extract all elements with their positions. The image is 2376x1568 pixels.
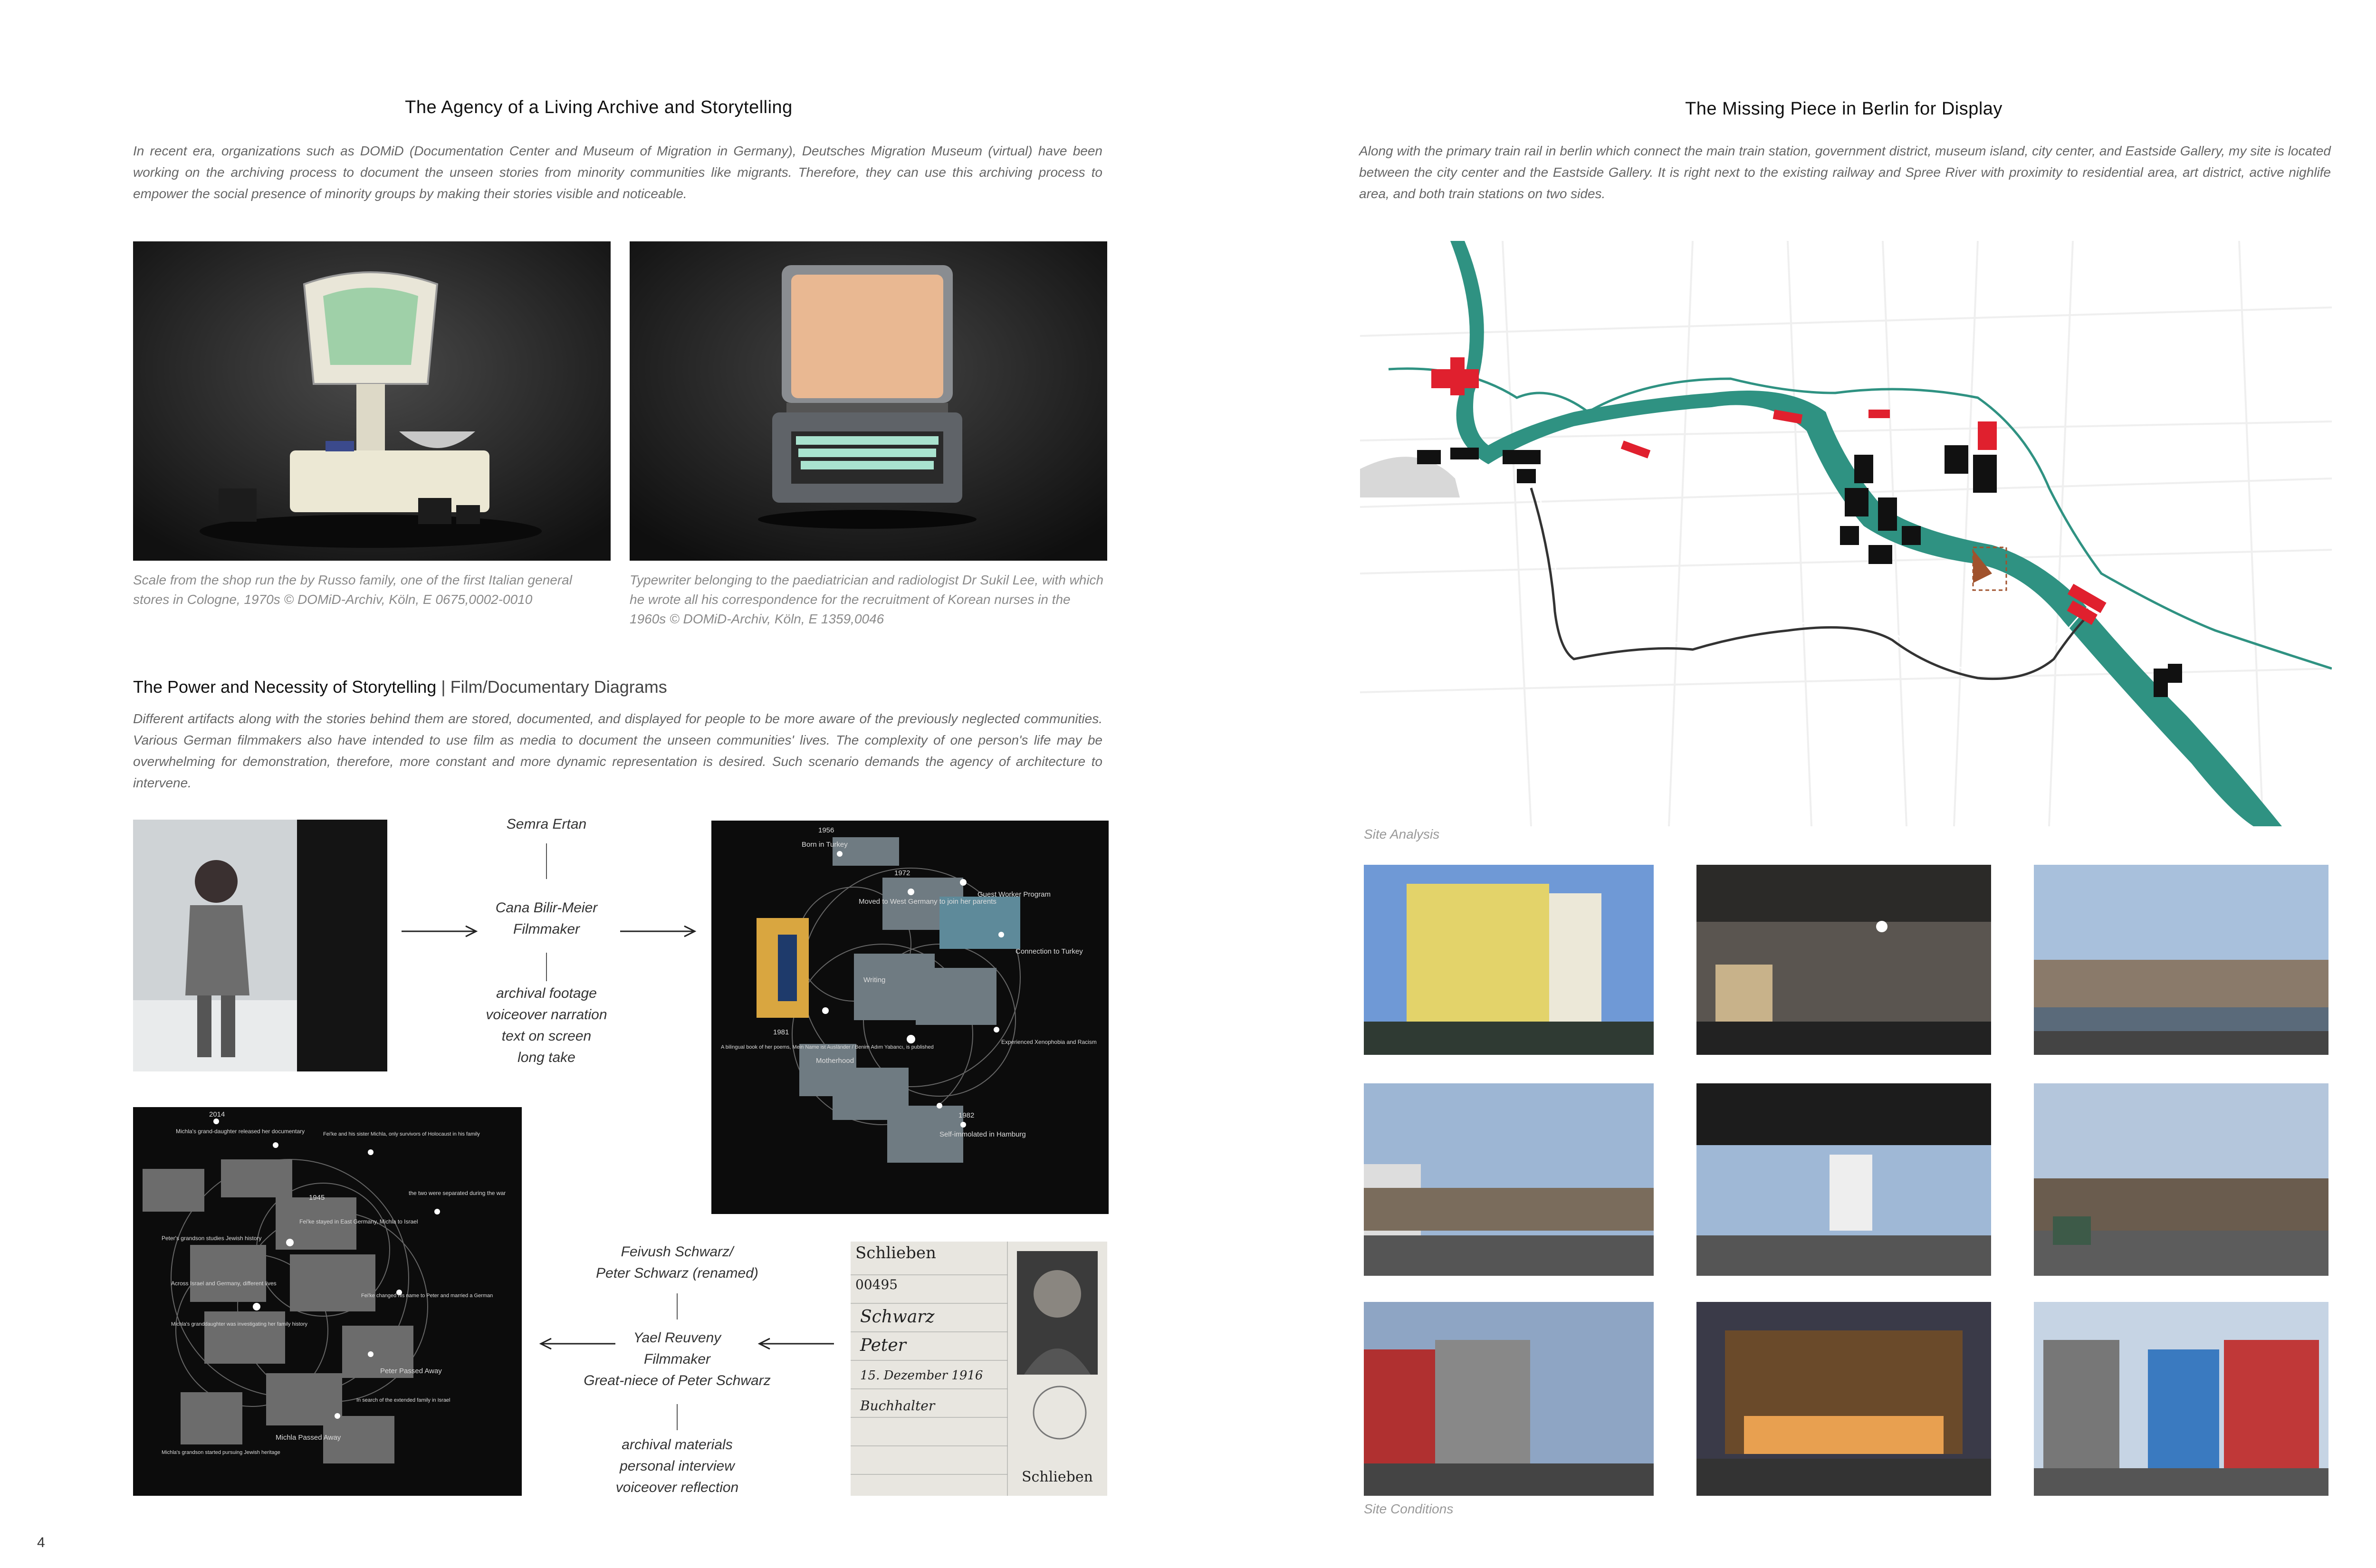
schwarz-timeline-diagram — [133, 1107, 522, 1496]
timeline2-label: 1945 — [309, 1194, 325, 1202]
site-conditions-caption: Site Conditions — [1364, 1501, 1454, 1516]
right-intro-text: Along with the primary train rail in berlin which connect the main train station, government district, museum island, city center, and Eastside Gallery, my site is located between the city center and the Eastside Gallery. It is right next to the existing railway and Spree River with proximity to residential area, art district, active nighlife area, and both train stations on two sides. — [1359, 143, 2331, 201]
timeline1-label: Motherhood — [816, 1057, 854, 1065]
flow2-subject-2: Peter Schwarz (renamed) — [596, 1265, 758, 1281]
site-photo — [2034, 1083, 2328, 1276]
scale-caption: Scale from the shop run the by Russo family, one of the first Italian general stores in Cologne, 1970s © DOMiD-Archiv, Köln, E 0675,0002-0010 — [133, 573, 572, 607]
timeline2-label: Fei'ke changed his name to Peter and married a German — [361, 1293, 493, 1299]
flow2-technique: personal interview — [620, 1458, 735, 1474]
semra-ertan-photo — [133, 820, 387, 1071]
archive-doc-header: Schlieben — [855, 1243, 936, 1262]
timeline1-label: Experienced Xenophobia and Racism — [1001, 1039, 1097, 1045]
timeline2-label: 2014 — [209, 1110, 225, 1119]
storytelling-heading-main: The Power and Necessity of Storytelling — [133, 677, 437, 697]
timeline2-label: Michla Passed Away — [276, 1434, 341, 1442]
timeline1-label: 1972 — [894, 869, 910, 877]
timeline2-label: Fei'ke stayed in East Germany, Michla to Israel — [299, 1218, 418, 1225]
timeline1-label: 1982 — [958, 1111, 975, 1119]
schwarz-archive-document — [851, 1242, 1107, 1496]
right-page-title: The Missing Piece in Berlin for Display — [1685, 99, 2002, 119]
site-photo — [1696, 1083, 1991, 1276]
flow1-technique: text on screen — [501, 1028, 592, 1044]
flow1-subject: Semra Ertan — [506, 816, 587, 832]
flow1-technique: long take — [517, 1050, 575, 1065]
flow2-maker-name: Yael Reuveny — [633, 1330, 721, 1346]
timeline1-label: 1981 — [773, 1028, 789, 1036]
timeline2-label: Peter's grandson studies Jewish history — [162, 1235, 262, 1242]
arrow-left-icon — [756, 1337, 836, 1351]
flow2-divider-top — [677, 1293, 678, 1319]
scale-photo — [133, 241, 611, 561]
timeline1-label: Writing — [863, 976, 886, 984]
site-photo — [2034, 1302, 2328, 1496]
site-photo — [1364, 1302, 1654, 1496]
timeline1-label: Connection to Turkey — [1016, 947, 1083, 956]
semra-timeline-diagram — [711, 821, 1109, 1214]
timeline2-label: the two were separated during the war — [409, 1190, 506, 1196]
timeline1-label: Guest Worker Program — [977, 890, 1051, 899]
site-photo — [2034, 865, 2328, 1055]
storytelling-heading-sub: Film/Documentary Diagrams — [450, 677, 667, 697]
flow2-technique: voiceover reflection — [615, 1480, 739, 1495]
typewriter-caption: Typewriter belonging to the paediatrician and radiologist Dr Sukil Lee, with which he wrote all his correspondence for the recruitment of Korean nurses in the 1960s © DOMiD-Archiv, Köln, E 1359,0046 — [630, 573, 1104, 626]
arrow-right-icon — [618, 924, 699, 938]
timeline2-label: Fei'ke and his sister Michla, only survivors of Holocaust in his family — [323, 1131, 480, 1137]
site-photo — [1364, 865, 1654, 1055]
flow1-technique: voiceover narration — [486, 1007, 607, 1023]
timeline2-label: Across Israel and Germany, different lives — [171, 1280, 277, 1287]
page-number-left: 4 — [37, 1535, 45, 1550]
flow2-maker-relation: Great-niece of Peter Schwarz — [584, 1373, 771, 1388]
archive-doc-name: Schwarz — [860, 1307, 935, 1327]
site-analysis-map — [1360, 241, 2332, 826]
site-photo — [1696, 865, 1991, 1055]
timeline2-label: In search of the extended family in Israel — [356, 1397, 450, 1403]
archive-doc-job: Buchhalter — [860, 1398, 935, 1414]
timeline2-label: Michla's grand-daughter released her documentary — [176, 1128, 305, 1135]
timeline1-label: Born in Turkey — [802, 841, 848, 849]
timeline2-label: Michla's granddaughter was investigating her family history — [171, 1321, 308, 1327]
flow2-subject-1: Feivush Schwarz/ — [621, 1244, 734, 1260]
flow2-divider-bottom — [677, 1404, 678, 1430]
storytelling-text: Different artifacts along with the stories behind them are stored, documented, and displayed for people to be more aware of the previously neglected communities. Various German filmmakers also have intended to use film as media to document the unseen communities' lives. The complexity of one person's life may be overwhelming for demonstration, therefore, more constant and more dynamic representation is desired. Such scenario demands the agency of architecture to intervene. — [133, 711, 1102, 790]
flow2-technique: archival materials — [622, 1437, 733, 1453]
timeline1-label: Self-immolated in Hamburg — [939, 1130, 1026, 1138]
flow1-technique: archival footage — [496, 985, 597, 1001]
flow2-techniques — [573, 1434, 782, 1498]
site-analysis-caption: Site Analysis — [1364, 827, 1440, 841]
flow1-divider-top — [546, 843, 547, 879]
site-photo — [1696, 1302, 1991, 1496]
site-photo — [1364, 1083, 1654, 1276]
flow1-divider-bottom — [546, 953, 547, 981]
timeline1-label: A bilingual book of her poems, Mein Name ist Ausländer / Benim Adım Yabancı, is published — [721, 1044, 934, 1050]
timeline1-label: 1956 — [818, 826, 834, 834]
flow1-maker-role: Filmmaker — [513, 921, 580, 937]
timeline2-label: Michla's grandson started pursuing Jewish heritage — [162, 1450, 280, 1455]
left-page-title: The Agency of a Living Archive and Storytelling — [405, 97, 793, 117]
archive-doc-footer: Schlieben — [1022, 1469, 1093, 1485]
storytelling-heading-sep: | — [436, 677, 450, 697]
left-intro-text: In recent era, organizations such as DOMiD (Documentation Center and Museum of Migration in Germany), Deutsches Migration Museum (virtual) have been working on the archiving process to document the unseen stories from minority communities like migrants. Therefore, they can use this archiving process to empower the social presence of minority groups by making their stories visible and noticeable. — [133, 143, 1102, 201]
flow2-maker-role: Filmmaker — [644, 1351, 710, 1367]
flow1-maker-name: Cana Bilir-Meier — [495, 900, 598, 916]
archive-doc-date: 15. Dezember 1916 — [860, 1368, 983, 1383]
archive-doc-number: 00495 — [855, 1277, 898, 1292]
typewriter-photo — [630, 241, 1107, 561]
flow1-techniques — [468, 983, 625, 1068]
archive-doc-first: Peter — [860, 1336, 906, 1355]
timeline1-label: Moved to West Germany to join her parents — [859, 898, 996, 906]
timeline2-label: Peter Passed Away — [380, 1367, 442, 1375]
storytelling-heading — [133, 677, 1102, 697]
